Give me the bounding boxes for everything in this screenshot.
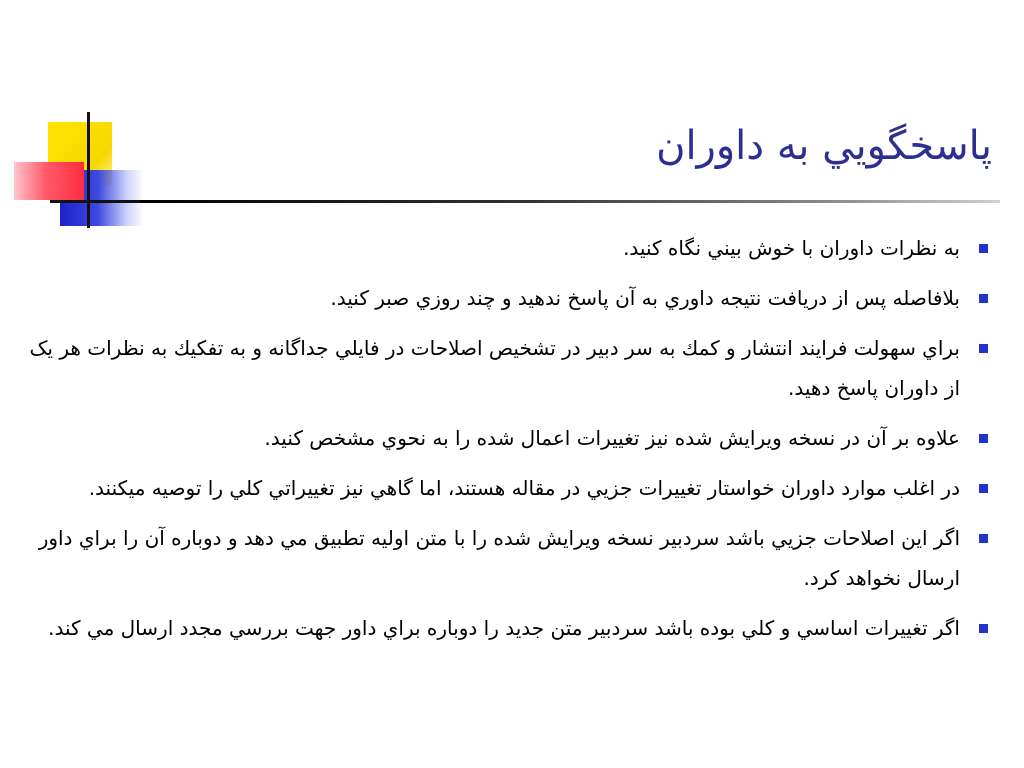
- square-bullet-icon: [979, 244, 988, 253]
- bullet-text: اگر اين اصلاحات جزيي باشد سردبير نسخه ويرايش شده را با متن اوليه تطبيق مي دهد و دوباره آن را براي داور ارسال نخواهد کرد.: [38, 526, 960, 590]
- emblem-vertical-line: [87, 112, 90, 228]
- bullet-text: اگر تغييرات اساسي و کلي بوده باشد سردبير متن جديد را دوباره براي داور جهت بررسي مجدد ارسال مي کند.: [48, 616, 960, 640]
- bullet-text: علاوه بر آن در نسخه ويرايش شده نيز تغييرات اعمال شده را به نحوي مشخص کنيد.: [264, 426, 960, 450]
- square-bullet-icon: [979, 534, 988, 543]
- bullet-item: [20, 228, 960, 268]
- bullet-item: [20, 608, 960, 648]
- bullet-item: [20, 418, 960, 458]
- slide-emblem-icon: [0, 0, 170, 240]
- square-bullet-icon: [979, 294, 988, 303]
- bullet-list: [20, 228, 960, 658]
- square-bullet-icon: [979, 344, 988, 353]
- bullet-text: به نظرات داوران با خوش بيني نگاه کنيد.: [623, 236, 960, 260]
- bullet-text: براي سهولت فرايند انتشار و کمك به سر دبير در تشخيص اصلاحات در فايلي جداگانه و به تفکيك به نظرات هر یک از داوران پاسخ دهيد.: [29, 336, 960, 400]
- slide-title: پاسخگويي به داوران: [656, 123, 992, 169]
- bullet-item: [20, 468, 960, 508]
- title-divider: [140, 200, 1000, 203]
- bullet-text: بلافاصله پس از دريافت نتيجه داوري به آن پاسخ ندهيد و چند روزي صبر کنيد.: [330, 286, 960, 310]
- square-bullet-icon: [979, 624, 988, 633]
- bullet-item: [20, 278, 960, 318]
- square-bullet-icon: [979, 484, 988, 493]
- emblem-red-square: [14, 162, 84, 200]
- bullet-item: [20, 518, 960, 598]
- bullet-item: [20, 328, 960, 408]
- square-bullet-icon: [979, 434, 988, 443]
- bullet-text: در اغلب موارد داوران خواستار تغييرات جزيي در مقاله هستند، اما گاهي نيز تغييراتي کلي را توصيه ميکنند.: [88, 476, 960, 500]
